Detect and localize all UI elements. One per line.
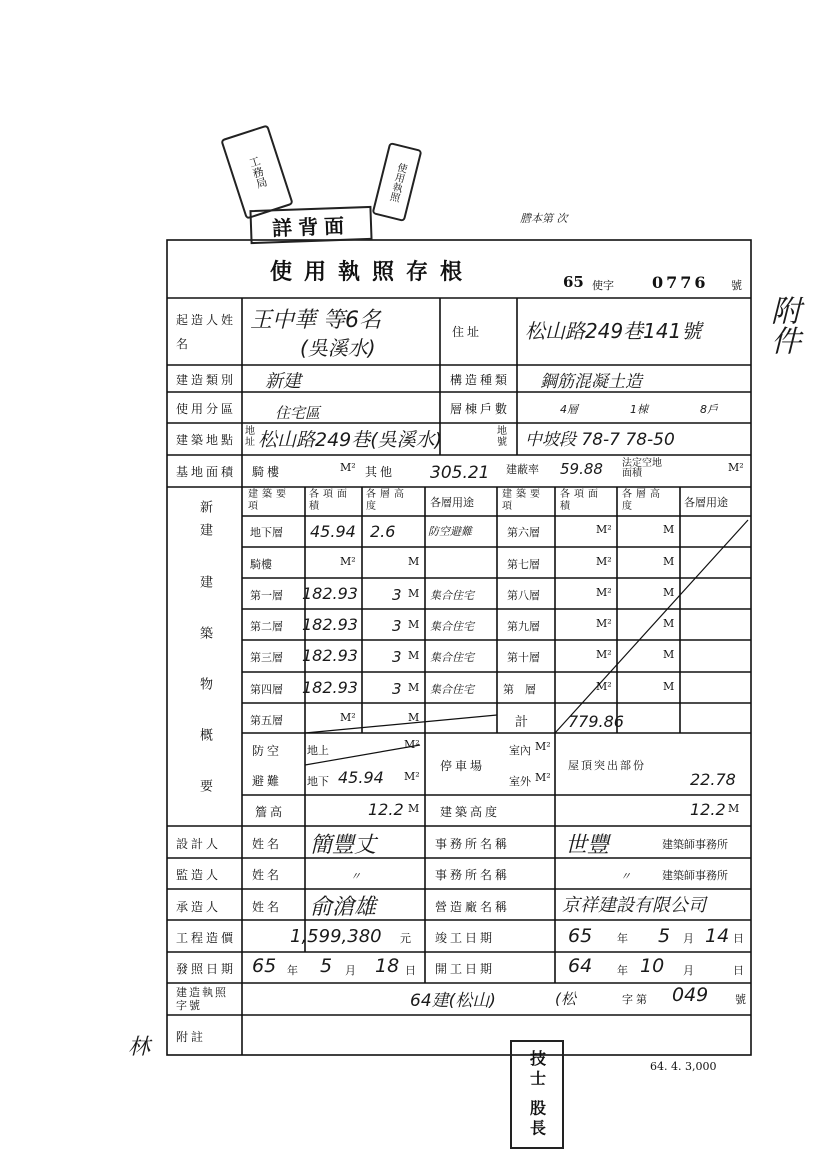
unit-f5-h: M — [408, 711, 420, 724]
page-title: 使用執照存根 — [270, 259, 475, 285]
value-site-lot: 中坡段 78-7 78-50 — [525, 430, 675, 450]
label-contractor-name: 姓名 — [252, 900, 283, 914]
permit-number: 049 — [672, 984, 709, 1006]
value-coverage: 59.88 — [560, 460, 603, 478]
label-issue-month: 月 — [345, 964, 356, 977]
unit-f7-area: M² — [596, 555, 612, 568]
label-air-raid: 防空 — [252, 744, 283, 758]
unit-f9-h: M — [663, 617, 675, 630]
label-permit-hao: 號 — [735, 993, 746, 1006]
row-total: 計 — [515, 715, 529, 730]
label-start-date: 開工日期 — [435, 962, 496, 976]
label-evac: 避難 — [252, 774, 283, 788]
row-f5: 第五層 — [250, 714, 283, 727]
value-address: 松山路249巷141號 — [525, 319, 702, 343]
basement-area: 45.94 — [310, 522, 356, 541]
label-building-site: 建築地點 — [176, 433, 237, 447]
col-height: 各層高度 — [366, 489, 408, 512]
row-f3: 第三層 — [250, 651, 283, 664]
row-f8: 第八層 — [507, 589, 540, 602]
label-contractor: 承造人 — [176, 900, 222, 914]
value-units: 8戶 — [700, 403, 718, 416]
f4-height: 3 — [392, 680, 402, 698]
col-area-2: 各項面積 — [560, 489, 602, 512]
f1-height: 3 — [392, 586, 402, 604]
unit-f7-h: M — [663, 555, 675, 568]
unit-f6-h: M — [663, 523, 675, 536]
unit-legal-open: M² — [728, 461, 744, 474]
unit-fn-h: M — [663, 680, 675, 693]
eave-value: 12.2 — [368, 800, 404, 819]
label-roof: 屋頂突出部份 — [568, 759, 646, 772]
label-contractor-company: 營造廠名稱 — [435, 900, 511, 914]
designer-office: 世豐 — [565, 833, 610, 858]
unit-f4-h: M — [408, 681, 420, 694]
unit-f3-h: M — [408, 649, 420, 662]
total-area: 779.86 — [568, 712, 624, 731]
label-cost: 工程造價 — [176, 931, 237, 945]
cost-value: 1,599,380 — [290, 926, 382, 947]
print-code: 64. 4. 3,000 — [650, 1060, 717, 1073]
f3-use: 集合住宅 — [430, 651, 474, 664]
designer-name: 簡豐丈 — [310, 833, 377, 858]
top-code: 謄本第 次 — [520, 212, 568, 225]
f2-use: 集合住宅 — [430, 620, 474, 633]
unit-arcade-h: M — [408, 555, 420, 568]
start-month: 10 — [640, 955, 665, 977]
designer-office-suffix: 建築師事務所 — [662, 838, 728, 851]
col-use-2: 各層用途 — [684, 496, 728, 509]
label-arcade: 騎樓 — [252, 465, 283, 479]
unit-outdoor: M² — [535, 771, 551, 784]
value-site-area: 305.21 — [430, 463, 490, 483]
unit-f6-area: M² — [596, 523, 612, 536]
label-ground: 地上 — [307, 744, 329, 757]
col-item: 建築要項 — [248, 489, 290, 512]
unit-f10-h: M — [663, 648, 675, 661]
label-permit-no: 建造執照字號 — [176, 986, 228, 1012]
label-complete-year: 年 — [617, 932, 628, 945]
stamp-see-back: 詳背面 — [249, 206, 372, 244]
label-eave: 簷高 — [255, 805, 286, 819]
label-applicant: 起造人姓名 — [176, 313, 237, 351]
f1-area: 182.93 — [302, 584, 358, 603]
label-start-year: 年 — [617, 964, 628, 977]
label-permit-di: 第 — [636, 993, 647, 1006]
label-use-zone: 使用分區 — [176, 402, 237, 416]
contractor-company: 京祥建設有限公司 — [562, 895, 706, 916]
stamp-approval: 技士 股長 — [510, 1040, 564, 1149]
label-issue-date: 發照日期 — [176, 962, 237, 976]
supervisor-name: 〃 — [350, 870, 361, 883]
row-f10: 第十層 — [507, 651, 540, 664]
label-notes: 附註 — [176, 1030, 207, 1044]
label-issue-day: 日 — [405, 964, 416, 977]
unit-f10-area: M² — [596, 648, 612, 661]
bldg-height-value: 12.2 — [690, 800, 726, 819]
label-complete-month: 月 — [683, 932, 694, 945]
label-parking: 停車場 — [440, 759, 486, 773]
label-designer-office: 事務所名稱 — [435, 837, 511, 851]
value-site-addr: 松山路249巷(吳溪水) — [258, 429, 443, 451]
unit-fn-area: M² — [596, 680, 612, 693]
f1-use: 集合住宅 — [430, 589, 474, 602]
permit-prefix: 64建(松山) — [410, 991, 496, 1011]
unit-f8-area: M² — [596, 586, 612, 599]
unit-f5-area: M² — [340, 711, 356, 724]
strike-upper-floors — [555, 520, 748, 733]
label-floors-units: 層棟戶數 — [450, 402, 511, 416]
label-underground: 地下 — [307, 775, 329, 788]
roof-height: 22.78 — [690, 770, 736, 789]
col-height-2: 各層高度 — [622, 489, 664, 512]
label-site-area: 基地面積 — [176, 465, 237, 479]
row-f1: 第一層 — [250, 589, 283, 602]
label-other: 其他 — [365, 465, 396, 479]
f2-height: 3 — [392, 617, 402, 635]
label-start-day: 日 — [733, 964, 744, 977]
unit-yuan: 元 — [400, 932, 411, 945]
doc-no-type: 使字 — [592, 279, 614, 292]
row-arcade: 騎樓 — [250, 558, 272, 571]
unit-f9-area: M² — [596, 617, 612, 630]
label-supervisor-name: 姓名 — [252, 868, 283, 882]
f4-use: 集合住宅 — [430, 683, 474, 696]
label-complete-day: 日 — [733, 932, 744, 945]
evac-under-area: 45.94 — [338, 768, 384, 787]
value-applicant: 王中華 等6名 — [250, 308, 381, 333]
value-buildings: 1棟 — [630, 403, 648, 416]
supervisor-office-suffix: 建築師事務所 — [662, 869, 728, 882]
label-complete-date: 竣工日期 — [435, 931, 496, 945]
basement-use: 防空避難 — [428, 525, 472, 538]
unit-indoor: M² — [535, 740, 551, 753]
value-use-zone: 住宅區 — [275, 404, 321, 422]
label-building-type: 建造類別 — [176, 373, 237, 387]
label-building-main: 建築物概要 — [197, 575, 212, 830]
unit-underground: M² — [404, 770, 420, 783]
unit-eave: M — [408, 802, 420, 815]
unit-bldg-height: M — [728, 802, 740, 815]
complete-month: 5 — [658, 925, 671, 947]
label-address: 住址 — [452, 325, 483, 339]
f4-area: 182.93 — [302, 678, 358, 697]
label-issue-year: 年 — [287, 964, 298, 977]
unit-f1-h: M — [408, 587, 420, 600]
start-year: 64 — [568, 955, 593, 977]
unit-ground: M² — [404, 738, 420, 751]
col-use: 各層用途 — [430, 496, 474, 509]
value-applicant-alt: (吳溪水) — [300, 336, 376, 360]
label-structure-type: 構造種類 — [450, 373, 511, 387]
supervisor-office: 〃 — [620, 870, 631, 883]
row-f4: 第四層 — [250, 683, 283, 696]
row-f7: 第七層 — [507, 558, 540, 571]
row-fn: 第 層 — [503, 683, 536, 696]
doc-no-prefix: 65 — [563, 273, 584, 291]
label-outdoor: 室外 — [509, 775, 531, 788]
label-supervisor-office: 事務所名稱 — [435, 868, 511, 882]
label-designer: 設計人 — [176, 837, 222, 851]
f3-height: 3 — [392, 648, 402, 666]
margin-right-note: 附件 — [765, 295, 800, 355]
permit-mid: (松 — [555, 990, 576, 1008]
label-indoor: 室內 — [509, 744, 531, 757]
label-site-lot: 地號 — [497, 426, 507, 448]
label-start-month: 月 — [683, 964, 694, 977]
f2-area: 182.93 — [302, 615, 358, 634]
label-supervisor: 監造人 — [176, 868, 222, 882]
issue-month: 5 — [320, 955, 333, 977]
row-f9: 第九層 — [507, 620, 540, 633]
doc-no-suffix: 號 — [731, 279, 742, 292]
stamp-seal-text: 使用執照 — [386, 161, 408, 203]
basement-height: 2.6 — [370, 522, 396, 541]
label-bldg-height: 建築高度 — [440, 805, 501, 819]
issue-day: 18 — [375, 955, 400, 977]
stamp-dept-text: 工務局 — [246, 154, 269, 190]
contractor-name: 俞滄雄 — [310, 895, 377, 920]
label-coverage: 建蔽率 — [506, 463, 539, 476]
label-site-addr: 地址 — [245, 426, 255, 448]
complete-day: 14 — [705, 925, 730, 947]
col-area: 各項面積 — [309, 489, 351, 512]
row-basement: 地下層 — [250, 526, 283, 539]
row-f2: 第二層 — [250, 620, 283, 633]
doc-no: 0776 — [652, 273, 709, 292]
label-permit-zi: 字 — [622, 993, 633, 1006]
row-f6: 第六層 — [507, 526, 540, 539]
complete-year: 65 — [568, 925, 593, 947]
value-floors: 4層 — [560, 403, 578, 416]
unit-arcade-row: M² — [340, 555, 356, 568]
label-legal-open: 法定空地面積 — [622, 458, 662, 479]
margin-sign: 林 — [128, 1035, 151, 1060]
value-building-type: 新建 — [265, 371, 301, 392]
issue-year: 65 — [252, 955, 277, 977]
col-item-2: 建築要項 — [502, 489, 544, 512]
value-structure-type: 鋼筋混凝土造 — [540, 372, 642, 392]
unit-f2-h: M — [408, 618, 420, 631]
unit-f8-h: M — [663, 586, 675, 599]
unit-arcade: M² — [340, 461, 356, 474]
f3-area: 182.93 — [302, 646, 358, 665]
label-new-building: 新建 — [197, 500, 212, 546]
label-designer-name: 姓名 — [252, 837, 283, 851]
